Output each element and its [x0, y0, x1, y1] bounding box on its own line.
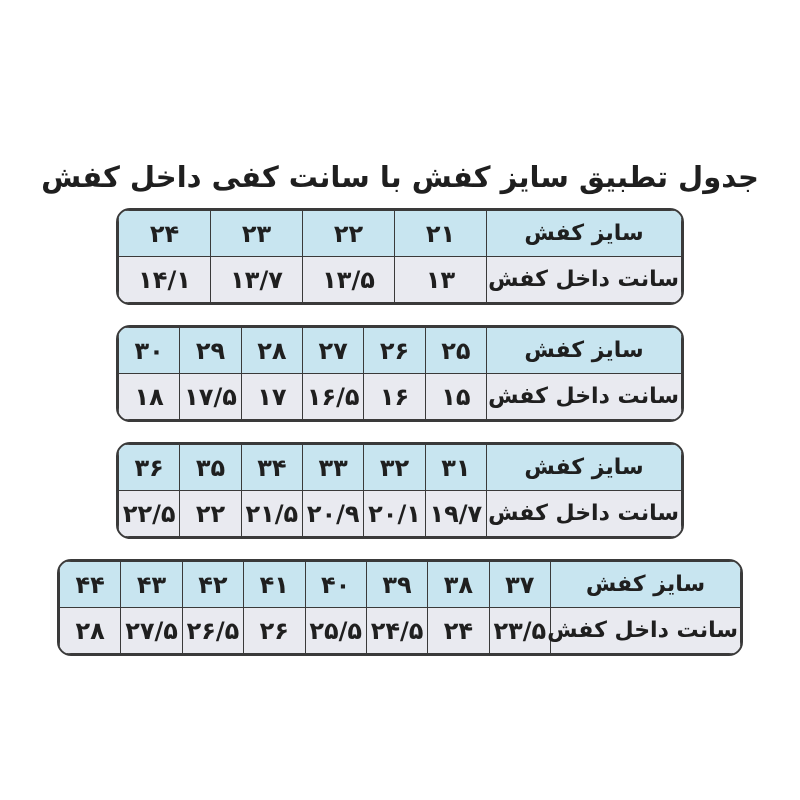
shoe-size-cell: ۳۲	[364, 445, 425, 491]
insole-cm-row	[119, 374, 682, 420]
shoe-size-cell: ۳۰	[119, 328, 180, 374]
shoe-size-row	[119, 445, 682, 491]
shoe-size-row-label: سایز کفش	[551, 562, 741, 608]
insole-cm-cell: ۱۶	[364, 374, 425, 420]
insole-cm-row-label: سانت داخل کفش	[487, 491, 682, 537]
insole-cm-cell: ۲۲/۵	[119, 491, 180, 537]
shoe-size-cell: ۲۲	[303, 211, 395, 257]
insole-cm-cell: ۱۴/۱	[119, 257, 211, 303]
insole-cm-cell: ۲۴/۵	[366, 608, 427, 654]
insole-cm-cell: ۲۳/۵	[489, 608, 550, 654]
size-table-1	[116, 208, 684, 305]
insole-cm-cell: ۱۷/۵	[180, 374, 241, 420]
insole-cm-cell: ۲۴	[428, 608, 489, 654]
shoe-size-cell: ۲۶	[364, 328, 425, 374]
shoe-size-cell: ۳۷	[489, 562, 550, 608]
insole-cm-row	[119, 257, 682, 303]
shoe-size-cell: ۴۱	[244, 562, 305, 608]
insole-cm-cell: ۲۸	[60, 608, 121, 654]
insole-cm-cell: ۲۶/۵	[182, 608, 243, 654]
size-table-grid-4	[59, 561, 741, 654]
insole-cm-cell: ۲۶	[244, 608, 305, 654]
shoe-size-cell: ۳۴	[241, 445, 302, 491]
shoe-size-cell: ۴۴	[60, 562, 121, 608]
shoe-size-cell: ۴۳	[121, 562, 182, 608]
insole-cm-cell: ۲۷/۵	[121, 608, 182, 654]
insole-cm-cell: ۱۸	[119, 374, 180, 420]
insole-cm-cell: ۱۳	[395, 257, 487, 303]
insole-cm-row	[60, 608, 741, 654]
shoe-size-cell: ۲۸	[241, 328, 302, 374]
shoe-size-cell: ۲۷	[303, 328, 364, 374]
insole-cm-row-label: سانت داخل کفش	[487, 374, 682, 420]
shoe-size-cell: ۲۱	[395, 211, 487, 257]
insole-cm-cell: ۱۳/۵	[303, 257, 395, 303]
shoe-size-cell: ۳۵	[180, 445, 241, 491]
size-tables	[0, 208, 800, 656]
insole-cm-cell: ۱۹/۷	[425, 491, 486, 537]
size-table-grid-1	[118, 210, 682, 303]
insole-cm-cell: ۲۵/۵	[305, 608, 366, 654]
insole-cm-cell: ۲۰/۱	[364, 491, 425, 537]
size-table-4	[57, 559, 743, 656]
shoe-size-cell: ۳۱	[425, 445, 486, 491]
insole-cm-cell: ۲۰/۹	[303, 491, 364, 537]
shoe-size-cell: ۴۰	[305, 562, 366, 608]
size-table-grid-3	[118, 444, 682, 537]
page-title: جدول تطبیق سایز کفش با سانت کفی داخل کفش	[41, 160, 759, 194]
shoe-size-cell: ۳۹	[366, 562, 427, 608]
shoe-size-row	[119, 328, 682, 374]
insole-cm-cell: ۱۶/۵	[303, 374, 364, 420]
shoe-size-cell: ۳۸	[428, 562, 489, 608]
shoe-size-cell: ۳۳	[303, 445, 364, 491]
insole-cm-cell: ۲۱/۵	[241, 491, 302, 537]
size-table-2	[116, 325, 684, 422]
shoe-size-row-label: سایز کفش	[487, 328, 682, 374]
insole-cm-cell: ۱۵	[425, 374, 486, 420]
shoe-size-row-label: سایز کفش	[487, 211, 682, 257]
shoe-size-cell: ۲۵	[425, 328, 486, 374]
insole-cm-row-label: سانت داخل کفش	[487, 257, 682, 303]
shoe-size-row-label: سایز کفش	[487, 445, 682, 491]
shoe-size-row	[119, 211, 682, 257]
shoe-size-cell: ۲۹	[180, 328, 241, 374]
insole-cm-cell: ۱۷	[241, 374, 302, 420]
shoe-size-cell: ۳۶	[119, 445, 180, 491]
shoe-size-cell: ۴۲	[182, 562, 243, 608]
shoe-size-cell: ۲۴	[119, 211, 211, 257]
size-table-grid-2	[118, 327, 682, 420]
shoe-size-row	[60, 562, 741, 608]
insole-cm-cell: ۲۲	[180, 491, 241, 537]
shoe-size-cell: ۲۳	[211, 211, 303, 257]
insole-cm-cell: ۱۳/۷	[211, 257, 303, 303]
insole-cm-row-label: سانت داخل کفش	[551, 608, 741, 654]
size-table-3	[116, 442, 684, 539]
insole-cm-row	[119, 491, 682, 537]
